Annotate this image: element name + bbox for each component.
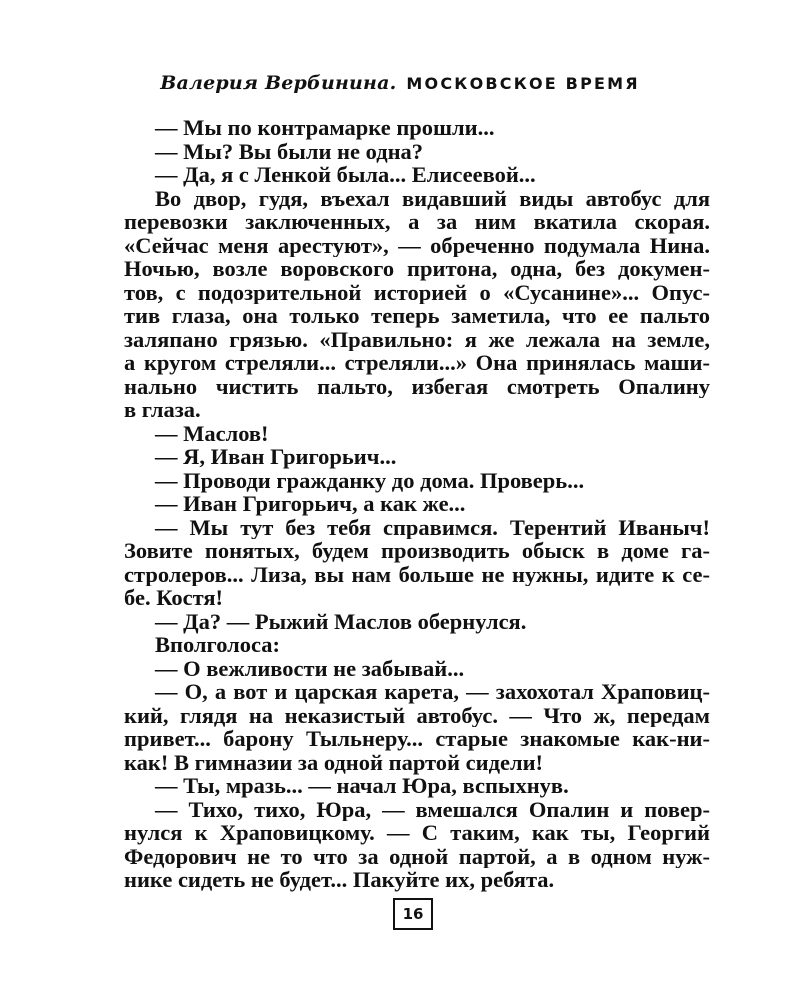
text-line: в глаза.	[124, 397, 201, 422]
text-line: бе. Костя!	[124, 585, 224, 610]
text-line: — Я, Иван Григорьич...	[155, 444, 397, 469]
text-line: — Проводи гражданку до дома. Проверь...	[155, 467, 585, 493]
book-title: МОСКОВСКОЕ ВРЕМЯ	[406, 74, 640, 93]
text-line: — Мы по контрамарке прошли...	[155, 115, 495, 140]
text-line: — Да? — Рыжий Маслов обернулся.	[155, 608, 527, 634]
body-text	[124, 116, 710, 892]
page-number: 16	[393, 898, 433, 930]
text-line: нально чистить пальто, избегая смотреть Опалину	[124, 374, 710, 398]
text-line: — Ты, мразь... — начал Юра, вспыхнув.	[155, 773, 569, 798]
text-line: нике сидеть не будет... Пакуйте их, ребята.	[124, 867, 555, 892]
running-header	[0, 72, 800, 94]
text-line: Федорович не то что за одной партой, а в одном нуж-	[124, 844, 710, 868]
text-line: Ночью, возле воровского притона, одна, без докумен-	[124, 257, 710, 281]
text-line: Вполголоса:	[155, 632, 281, 657]
text-line: заляпано грязью. «Правильно: я же лежала на земле,	[124, 327, 710, 351]
text-line: привет... барону Тыльнеру... старые знакомые как-ни-	[124, 727, 710, 751]
text-line: — Мы? Вы были не одна?	[155, 138, 424, 164]
text-line: «Сейчас меня арестуют», — обреченно подумала Нина.	[124, 233, 710, 257]
text-line: — О вежливости не забывай...	[155, 655, 465, 681]
text-line: Зовите понятых, будем производить обыск в доме га-	[124, 539, 710, 563]
text-line: Во двор, гудя, въехал видавший виды автобус для	[155, 186, 710, 210]
text-line: тов, с подозрительной историей о «Сусанине»... Опус-	[124, 280, 710, 304]
author-name: Валерия Вербинина.	[160, 72, 397, 94]
text-line: кий, глядя на неказистый автобус. — Что ж, передам	[124, 703, 710, 727]
text-line: — Тихо, тихо, Юра, — вмешался Опалин и повер-	[155, 797, 710, 821]
text-line: а кругом стреляли... стреляли...» Она принялась маши-	[124, 351, 710, 375]
text-line: нулся к Храповицкому. — С таким, как ты, Георгий	[124, 821, 710, 845]
text-line: — Иван Григорьич, а как же...	[155, 491, 466, 516]
text-line: стролеров... Лиза, вы нам больше не нужны, идите к се-	[124, 562, 710, 586]
text-line: — Мы тут без тебя справимся. Терентий Иваныч!	[155, 515, 710, 539]
text-line: перевозки заключенных, а за ним вкатила скорая.	[124, 210, 710, 234]
text-line: — О, а вот и царская карета, — захохотал Храповиц-	[155, 680, 710, 704]
text-line: как! В гимназии за одной партой сидели!	[124, 749, 544, 775]
text-line: тив глаза, она только теперь заметила, что ее пальто	[124, 304, 710, 328]
text-line: — Маслов!	[155, 420, 269, 446]
text-line: — Да, я с Ленкой была... Елисеевой...	[155, 162, 536, 187]
